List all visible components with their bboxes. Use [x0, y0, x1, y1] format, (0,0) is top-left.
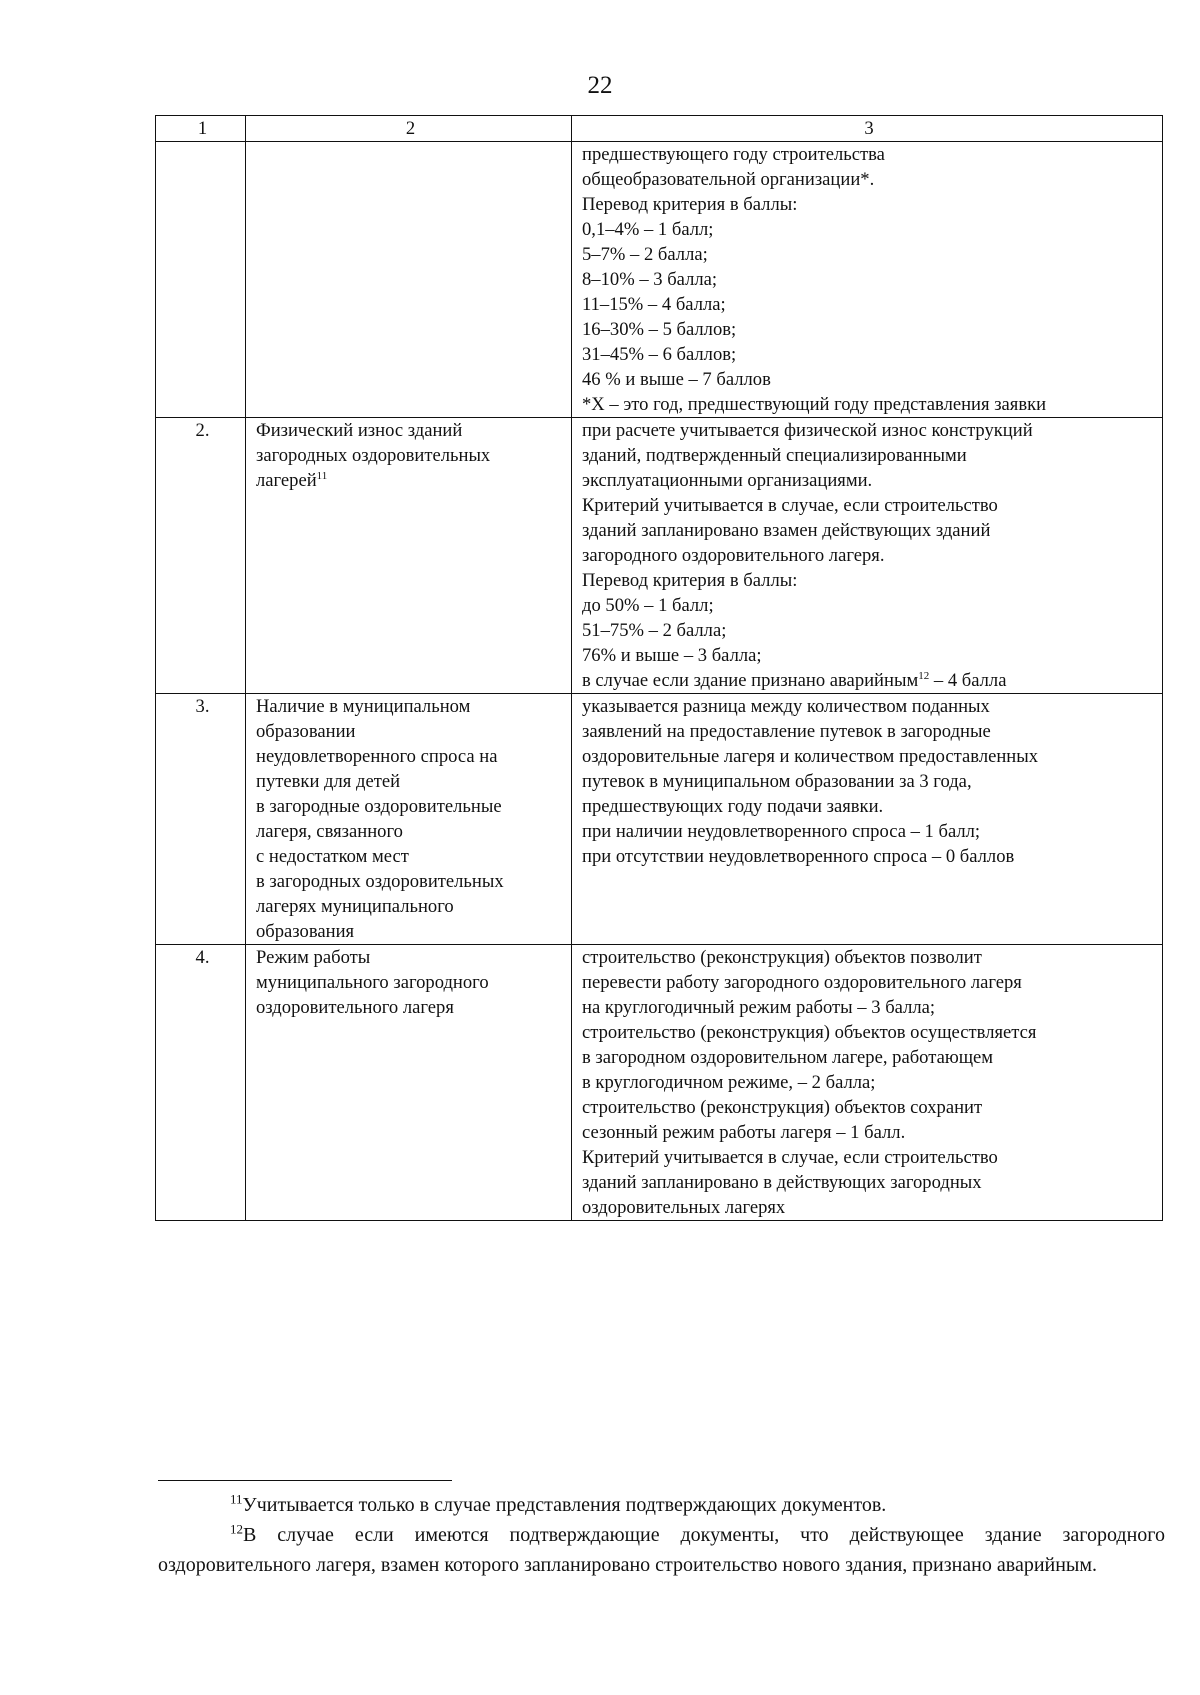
table-row: [156, 418, 1163, 694]
description-line: в случае если здание признано аварийным: [582, 670, 919, 691]
criterion-line: лагерях муниципального: [256, 896, 454, 917]
description-line: указывается разница между количеством поданных: [582, 696, 990, 717]
description-line: Перевод критерия в баллы:: [582, 194, 798, 215]
footnote-11: [158, 1490, 1165, 1520]
description-line: 0,1–4% – 1 балл;: [582, 219, 714, 240]
description-line: строительство (реконструкция) объектов позволит: [582, 947, 982, 968]
description-line: загородного оздоровительного лагеря.: [582, 545, 885, 566]
description-line: 46 % и выше – 7 баллов: [582, 369, 771, 390]
footnote-reference: 12: [918, 669, 930, 682]
description-line: – 4 балла: [929, 670, 1007, 691]
description-line: до 50% – 1 балл;: [582, 595, 714, 616]
footnote-mark: 12: [230, 1521, 243, 1537]
description-line: оздоровительных лагерях: [582, 1197, 786, 1218]
description-line: заявлений на предоставление путевок в загородные: [582, 721, 991, 742]
description-line: зданий, подтвержденный специализированными: [582, 445, 967, 466]
description-line: строительство (реконструкция) объектов сохранит: [582, 1097, 983, 1118]
criterion-line: муниципального загородного: [256, 972, 489, 993]
description-cell: [572, 694, 1163, 945]
column-header-1: 1: [156, 116, 246, 142]
criterion-cell: [246, 418, 572, 694]
description-line: в круглогодичном режиме, – 2 балла;: [582, 1072, 876, 1093]
description-line: 31–45% – 6 баллов;: [582, 344, 737, 365]
criteria-table: [155, 115, 1163, 1221]
description-line: при расчете учитывается физической износ конструкций: [582, 420, 1033, 441]
row-number: 2.: [156, 418, 246, 694]
description-line: сезонный режим работы лагеря – 1 балл.: [582, 1122, 906, 1143]
description-line: 11–15% – 4 балла;: [582, 294, 726, 315]
description-cell: [572, 418, 1163, 694]
row-number: [156, 142, 246, 418]
row-number: 3.: [156, 694, 246, 945]
footnote-12: [158, 1520, 1165, 1580]
description-line: в загородном оздоровительном лагере, работающем: [582, 1047, 994, 1068]
description-line: 8–10% – 3 балла;: [582, 269, 718, 290]
description-line: общеобразовательной организации*.: [582, 169, 875, 190]
description-line: при наличии неудовлетворенного спроса – 1 балл;: [582, 821, 981, 842]
criterion-line: Режим работы: [256, 947, 371, 968]
footnote-reference: 11: [316, 469, 328, 482]
description-line: 5–7% – 2 балла;: [582, 244, 708, 265]
description-line: перевести работу загородного оздоровительного лагеря: [582, 972, 1022, 993]
description-line: зданий запланировано в действующих загородных: [582, 1172, 982, 1193]
footnote-text: Учитывается только в случае представления подтверждающих документов.: [242, 1494, 887, 1516]
criterion-line: Наличие в муниципальном: [256, 696, 471, 717]
criterion-line: с недостатком мест: [256, 846, 409, 867]
criterion-cell: [246, 945, 572, 1221]
page-number: 22: [587, 72, 613, 99]
description-line: при отсутствии неудовлетворенного спроса – 0 баллов: [582, 846, 1015, 867]
description-line: строительство (реконструкция) объектов осуществляется: [582, 1022, 1037, 1043]
description-line: 51–75% – 2 балла;: [582, 620, 727, 641]
footnote-mark: 11: [230, 1491, 243, 1507]
footnote-text: В случае если имеются подтверждающие документы, что действующее здание загородного оздоровительного лагеря, взамен которого запланировано строительство нового здания, признано аварийным.: [158, 1524, 1165, 1576]
description-line: путевок в муниципальном образовании за 3 года,: [582, 771, 972, 792]
criterion-cell: [246, 694, 572, 945]
criterion-line: в загородные оздоровительные: [256, 796, 502, 817]
criterion-line: путевки для детей: [256, 771, 401, 792]
description-cell: [572, 142, 1163, 418]
criterion-line: лагеря, связанного: [256, 821, 403, 842]
description-line: *X – это год, предшествующий году представления заявки: [582, 394, 1047, 415]
description-line: оздоровительные лагеря и количеством предоставленных: [582, 746, 1039, 767]
criterion-line: Физический износ зданий: [256, 420, 463, 441]
criterion-line: образовании: [256, 721, 356, 742]
description-line: 76% и выше – 3 балла;: [582, 645, 762, 666]
criterion-line: оздоровительного лагеря: [256, 997, 454, 1018]
table-header-row: [156, 116, 1163, 142]
table-row: [156, 694, 1163, 945]
description-line: на круглогодичный режим работы – 3 балла;: [582, 997, 936, 1018]
description-line: зданий запланировано взамен действующих зданий: [582, 520, 991, 541]
footnotes: [158, 1490, 1165, 1580]
description-line: эксплуатационными организациями.: [582, 470, 873, 491]
criterion-cell: [246, 142, 572, 418]
row-number: 4.: [156, 945, 246, 1221]
description-line: Перевод критерия в баллы:: [582, 570, 798, 591]
table-row: [156, 142, 1163, 418]
description-line: Критерий учитывается в случае, если строительство: [582, 495, 998, 516]
criterion-line: образования: [256, 921, 355, 942]
description-line: Критерий учитывается в случае, если строительство: [582, 1147, 998, 1168]
criterion-line: неудовлетворенного спроса на: [256, 746, 498, 767]
criterion-line: в загородных оздоровительных: [256, 871, 504, 892]
description-cell: [572, 945, 1163, 1221]
description-line: предшествующего году строительства: [582, 144, 885, 165]
description-line: 16–30% – 5 баллов;: [582, 319, 737, 340]
table-row: [156, 945, 1163, 1221]
criterion-line: загородных оздоровительных: [256, 445, 491, 466]
description-line: предшествующих году подачи заявки.: [582, 796, 884, 817]
criterion-line: лагерей: [256, 470, 317, 491]
column-header-3: 3: [572, 116, 1163, 142]
footnote-separator: [158, 1480, 452, 1481]
column-header-2: 2: [246, 116, 572, 142]
